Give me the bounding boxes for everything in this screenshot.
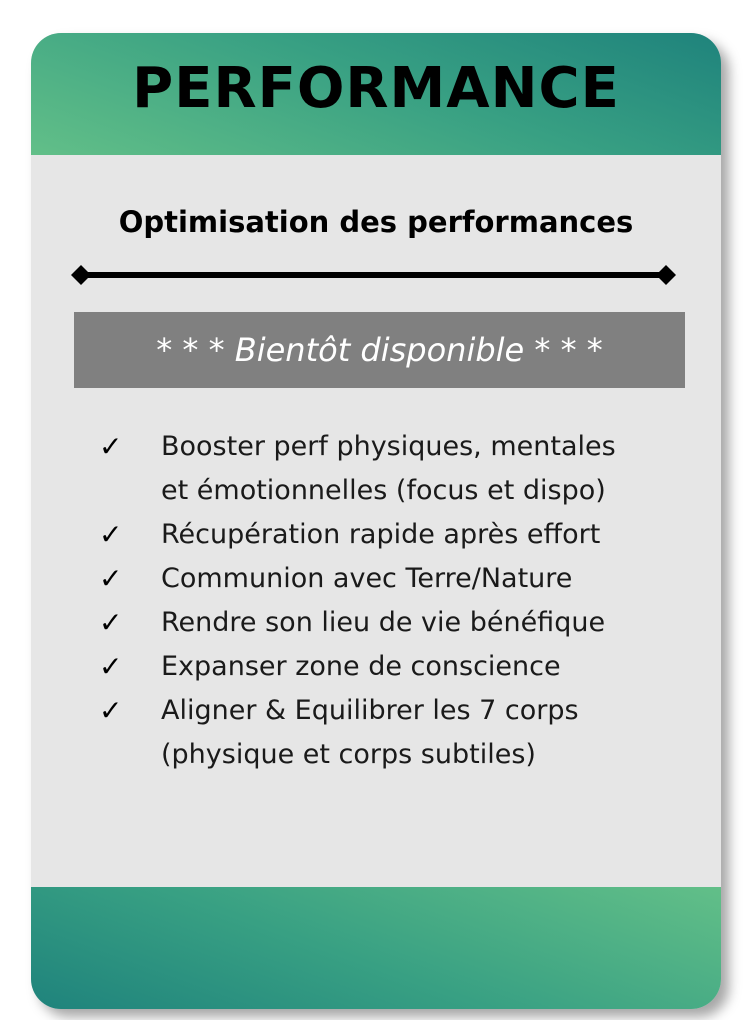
card-header: [31, 33, 721, 155]
list-item: [99, 645, 709, 689]
feature-text: Récupération rapide après effort: [161, 519, 601, 550]
check-icon: ✓: [99, 430, 123, 463]
check-icon: ✓: [99, 650, 123, 683]
coming-soon-text: * * * Bientôt disponible * * *: [156, 331, 603, 369]
feature-text: et émotionnelles (focus et dispo): [161, 475, 606, 506]
feature-text: Expanser zone de conscience: [161, 651, 561, 682]
feature-text: Communion avec Terre/Nature: [161, 563, 573, 594]
coming-soon-banner: [74, 312, 685, 388]
diamond-icon: [656, 265, 676, 285]
card-title: PERFORMANCE: [132, 56, 620, 121]
feature-text: Aligner & Equilibrer les 7 corps: [161, 695, 579, 726]
list-item: [99, 557, 709, 601]
performance-card: [31, 33, 721, 1009]
diamond-icon: [71, 265, 91, 285]
card-footer: [31, 887, 721, 1009]
list-item: [99, 425, 709, 513]
list-item: [99, 601, 709, 645]
list-item: [99, 513, 709, 557]
check-icon: ✓: [99, 606, 123, 639]
feature-text: (physique et corps subtiles): [161, 739, 536, 770]
check-icon: ✓: [99, 518, 123, 551]
list-item: [99, 689, 709, 777]
divider-line: [71, 263, 676, 287]
check-icon: ✓: [99, 694, 123, 727]
feature-text: Rendre son lieu de vie bénéfique: [161, 607, 606, 638]
card-subtitle: Optimisation des performances: [118, 205, 634, 239]
check-icon: ✓: [99, 562, 123, 595]
feature-list: [99, 425, 709, 777]
feature-text: Booster perf physiques, mentales: [161, 431, 616, 462]
